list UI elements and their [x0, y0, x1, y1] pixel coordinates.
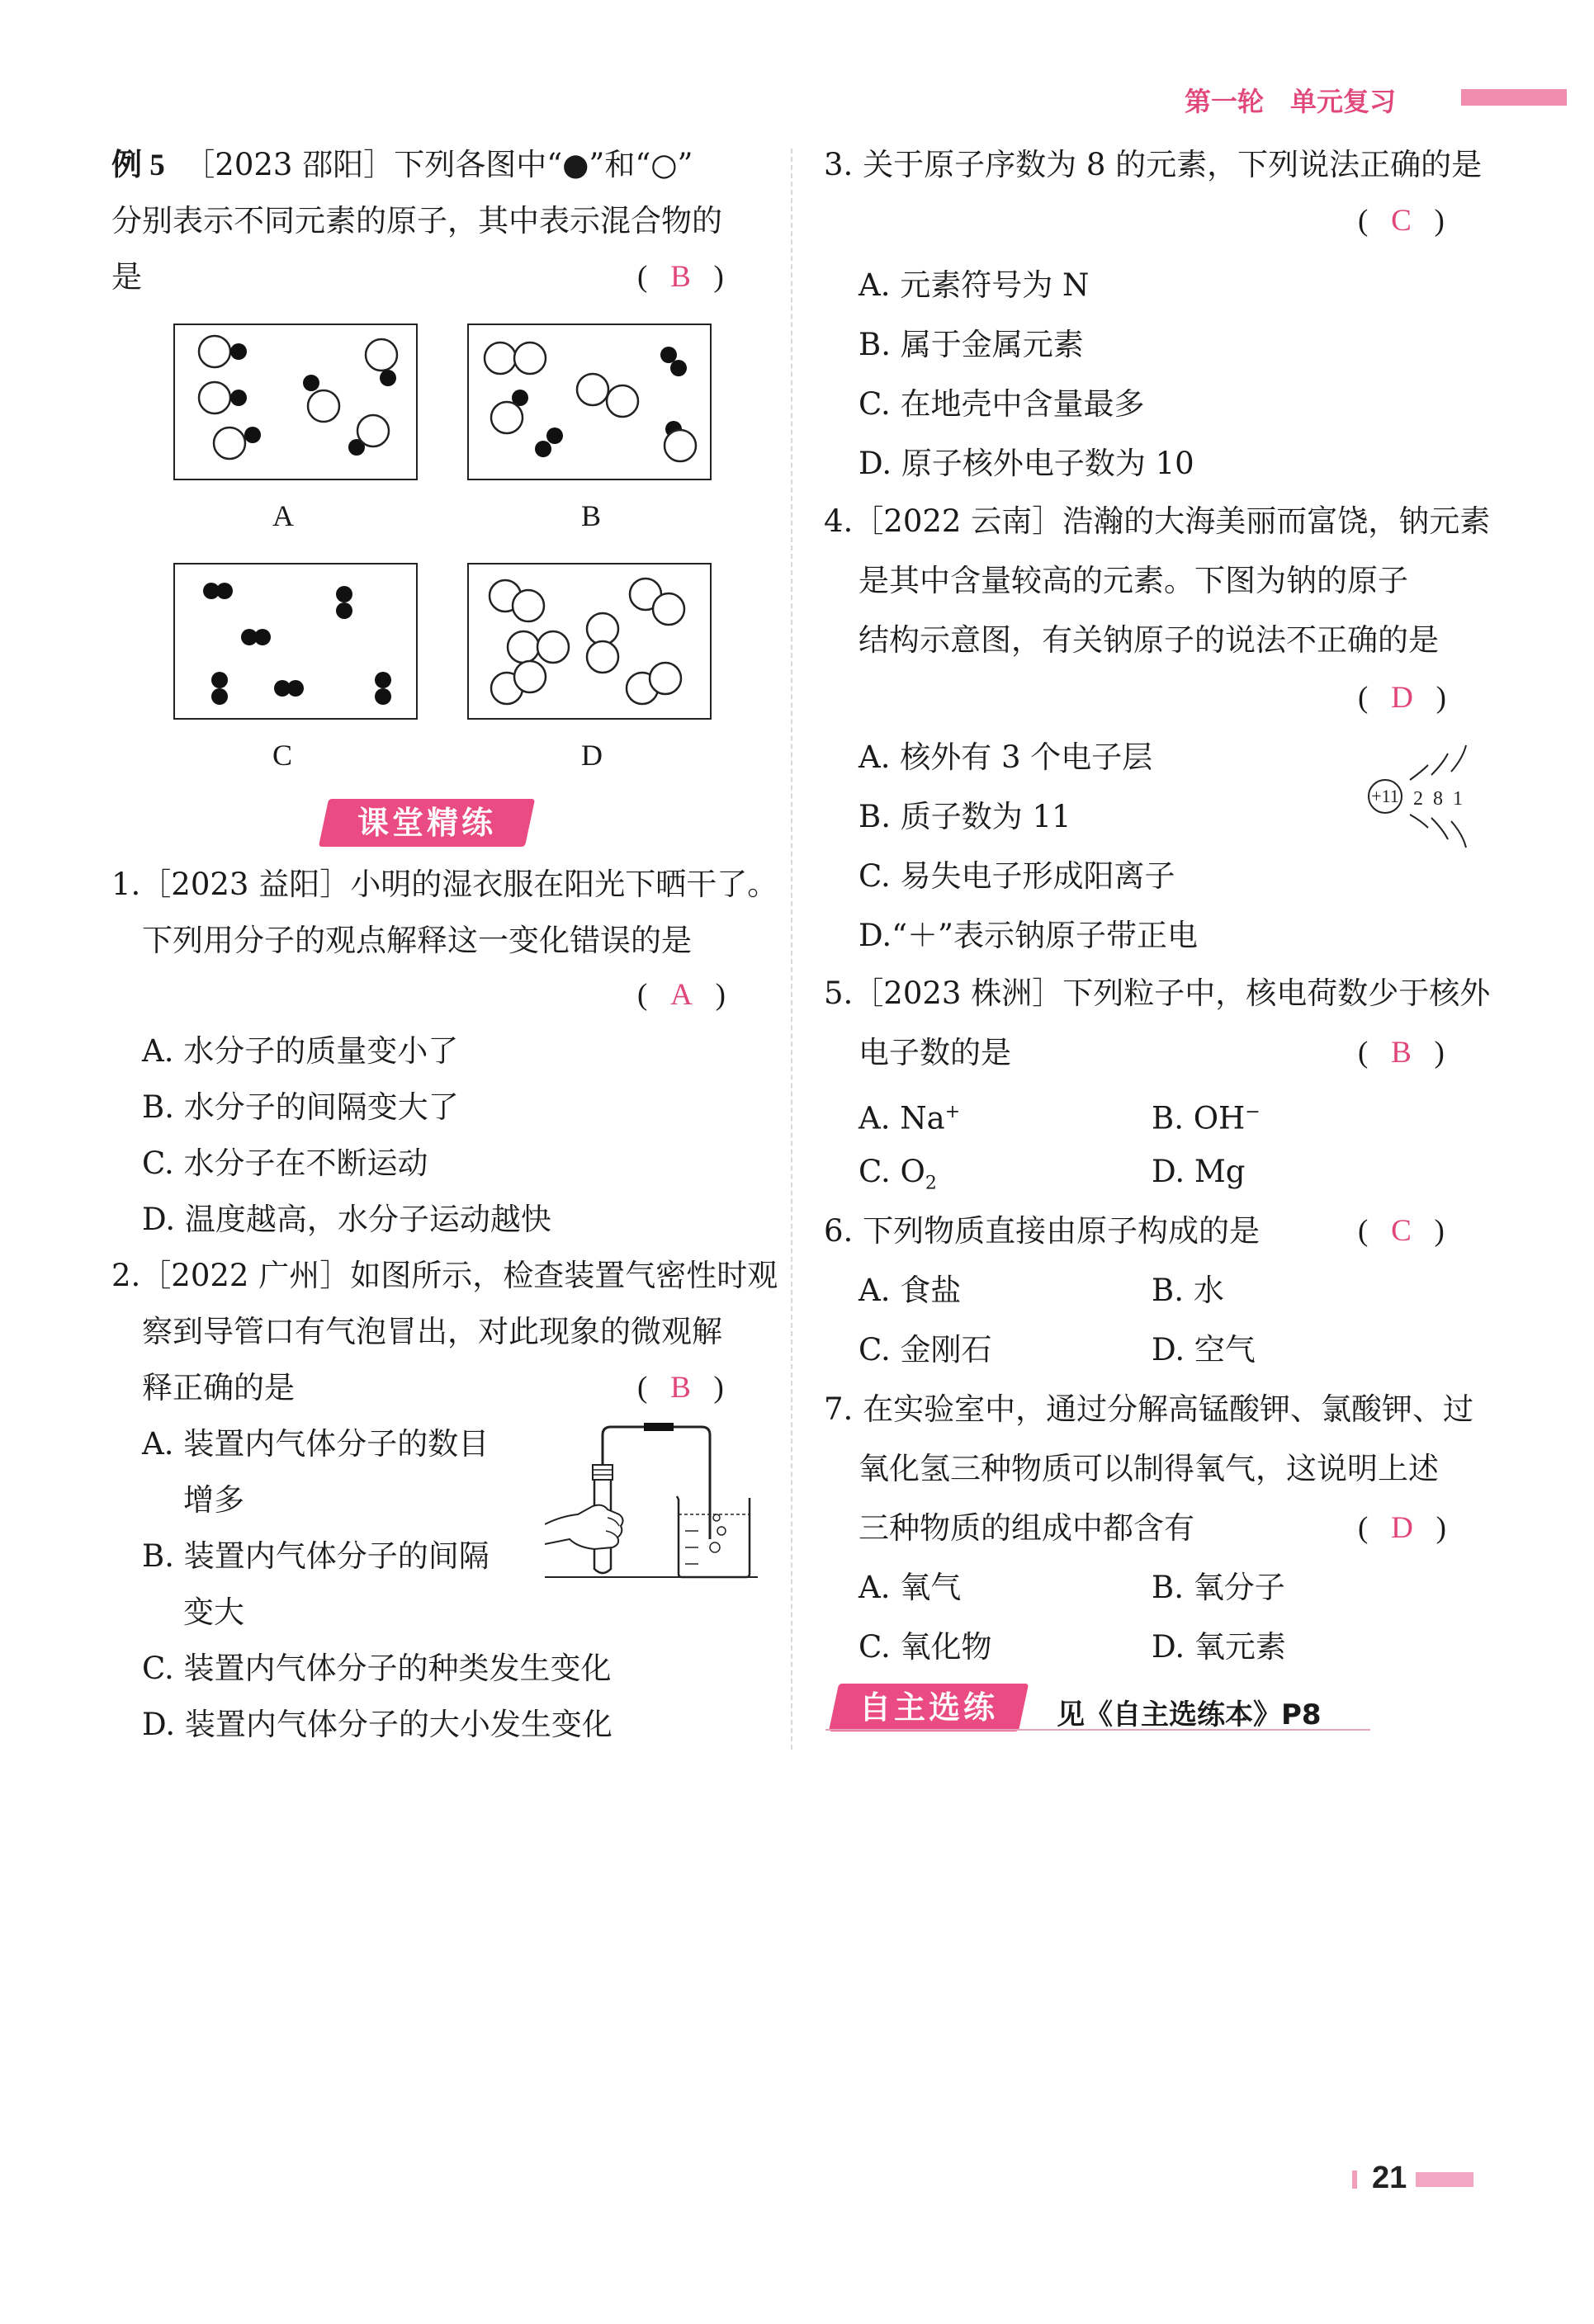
diagram-box-c [173, 563, 418, 720]
q5-option-b: B. OH− [1152, 1100, 1261, 1136]
caption-d: D [581, 739, 603, 772]
q7-answer: D [1391, 1511, 1413, 1545]
q5-line2: 电子数的是 [858, 1035, 1011, 1070]
q5-option-d: D. Mg [1152, 1154, 1246, 1189]
q5-option-c: C. $O_2$ [858, 1154, 937, 1194]
q4-line3: 结构示意图，有关钠原子的说法不正确的是 [858, 622, 1439, 658]
q7-line1: 7. 在实验室中，通过分解高锰酸钾、氯酸钾、过 [824, 1391, 1474, 1427]
q4-line2: 是其中含量较高的元素。下图为钠的原子 [858, 563, 1408, 598]
self-practice-reference: 见《自主选练本》P8 [1057, 1698, 1322, 1731]
q1-answer: A [670, 978, 693, 1012]
q7-option-b: B. 氧分子 [1152, 1570, 1285, 1605]
column-divider [791, 149, 792, 1750]
q7-option-a: A. 氧气 [858, 1570, 962, 1605]
section-banner-self-practice [834, 1684, 1024, 1731]
q3-option-d: D. 原子核外电子数为 10 [858, 446, 1194, 481]
sodium-atom-structure-diagram [1362, 739, 1478, 854]
q6-option-b: B. 水 [1152, 1273, 1224, 1308]
q7-option-d: D. 氧元素 [1152, 1629, 1286, 1665]
example5-answer-paren: ( B ) [637, 260, 724, 294]
q1-line1: 1.［2023 益阳］小明的湿衣服在阳光下晒干了。 [111, 867, 778, 902]
example5-line1: 例 5 ［2023 邵阳］下列各图中“●”和“○” [111, 147, 693, 182]
q2-answer: B [670, 1371, 691, 1405]
self-practice-underline [825, 1729, 1370, 1731]
q4-option-d: D.“＋”表示钠原子带正电 [858, 918, 1198, 953]
section-banner-classroom [324, 799, 530, 847]
diagram-box-a [173, 324, 418, 480]
diagram-box-d [467, 563, 712, 720]
q6-option-d: D. 空气 [1152, 1332, 1256, 1367]
q3-option-a: A. 元素符号为 N [858, 267, 1090, 303]
q2-line2: 察到导管口有气泡冒出，对此现象的微观解 [142, 1314, 722, 1349]
q1-line2: 下列用分子的观点解释这一变化错误的是 [142, 923, 692, 958]
caption-b: B [581, 499, 602, 532]
example5-title: 例 5 [111, 149, 165, 182]
q4-answer: D [1391, 681, 1413, 715]
q3-answer: C [1391, 204, 1412, 238]
header-accent-bar [1461, 89, 1567, 106]
q6-answer: C [1391, 1214, 1412, 1248]
q2-option-b-line2: 变大 [183, 1594, 244, 1630]
header-label: 第一轮 单元复习 [1184, 87, 1396, 116]
q6-answer-paren: ( C ) [1358, 1214, 1445, 1248]
section-banner-classroom-label: 课堂精练 [357, 805, 496, 841]
q4-option-a: A. 核外有 3 个电子层 [858, 739, 1153, 775]
q2-option-a-line1: A. 装置内气体分子的数目 [142, 1426, 490, 1462]
shell-3-electrons: 1 [1453, 788, 1463, 810]
example5-line2: 分别表示不同元素的原子，其中表示混合物的 [111, 203, 722, 239]
q6-line1: 6. 下列物质直接由原子构成的是 [824, 1213, 1261, 1249]
q2-line1: 2.［2022 广州］如图所示，检查装置气密性时观 [111, 1258, 778, 1293]
q1-option-c: C. 水分子在不断运动 [142, 1145, 428, 1181]
q2-option-b-line1: B. 装置内气体分子的间隔 [142, 1538, 490, 1574]
q5-line1: 5.［2023 株洲］下列粒子中，核电荷数少于核外 [824, 975, 1491, 1011]
q7-line2: 氧化氢三种物质可以制得氧气，这说明上述 [858, 1451, 1439, 1486]
q3-line1: 3. 关于原子序数为 8 的元素，下列说法正确的是 [824, 147, 1483, 182]
caption-c: C [272, 739, 293, 772]
page-number: 21 [1372, 2161, 1407, 2195]
shell-2-electrons: 8 [1433, 788, 1443, 810]
q2-answer-paren: ( B ) [637, 1371, 724, 1405]
q2-option-a-line2: 增多 [183, 1482, 244, 1518]
q1-option-a: A. 水分子的质量变小了 [142, 1033, 459, 1069]
q1-option-d: D. 温度越高，水分子运动越快 [142, 1202, 551, 1237]
q1-answer-paren: ( A ) [637, 978, 726, 1012]
diagram-b-atoms [469, 325, 709, 478]
q6-option-a: A. 食盐 [858, 1273, 962, 1308]
q5-answer-paren: ( B ) [1358, 1036, 1445, 1070]
q5-option-a: A. Na+ [858, 1100, 961, 1136]
q3-option-b: B. 属于金属元素 [858, 327, 1084, 362]
q7-answer-paren: ( D ) [1358, 1511, 1446, 1545]
q6-option-c: C. 金刚石 [858, 1332, 992, 1367]
q3-answer-paren: ( C ) [1358, 204, 1445, 238]
q2-option-d: D. 装置内气体分子的大小发生变化 [142, 1707, 613, 1742]
diagram-box-b [467, 324, 712, 480]
diagram-a-atoms [175, 325, 415, 478]
q2-line3: 释正确的是 [142, 1370, 295, 1405]
section-banner-self-practice-label: 自主选练 [858, 1689, 998, 1726]
q4-answer-paren: ( D ) [1358, 681, 1446, 715]
q4-option-b: B. 质子数为 11 [858, 799, 1071, 834]
q7-line3: 三种物质的组成中都含有 [858, 1510, 1194, 1546]
diagram-d-atoms [469, 564, 709, 717]
diagram-c-atoms [175, 564, 415, 717]
caption-a: A [272, 499, 294, 532]
q2-option-c: C. 装置内气体分子的种类发生变化 [142, 1651, 612, 1686]
q5-answer: B [1391, 1036, 1412, 1070]
q4-option-c: C. 易失电子形成阳离子 [858, 858, 1175, 894]
nucleus-charge: +11 [1371, 786, 1399, 806]
example5-line3: 是 [111, 259, 142, 295]
q4-line1: 4.［2022 云南］浩瀚的大海美丽而富饶，钠元素 [824, 503, 1491, 539]
q3-option-c: C. 在地壳中含量最多 [858, 386, 1145, 422]
page-number-accent-bar [1416, 2172, 1473, 2187]
airtightness-test-apparatus [545, 1415, 759, 1589]
q1-option-b: B. 水分子的间隔变大了 [142, 1089, 459, 1125]
example5-answer: B [670, 260, 691, 294]
page-number-tick [1352, 2170, 1357, 2189]
shell-1-electrons: 2 [1413, 788, 1423, 810]
q7-option-c: C. 氧化物 [858, 1629, 992, 1665]
